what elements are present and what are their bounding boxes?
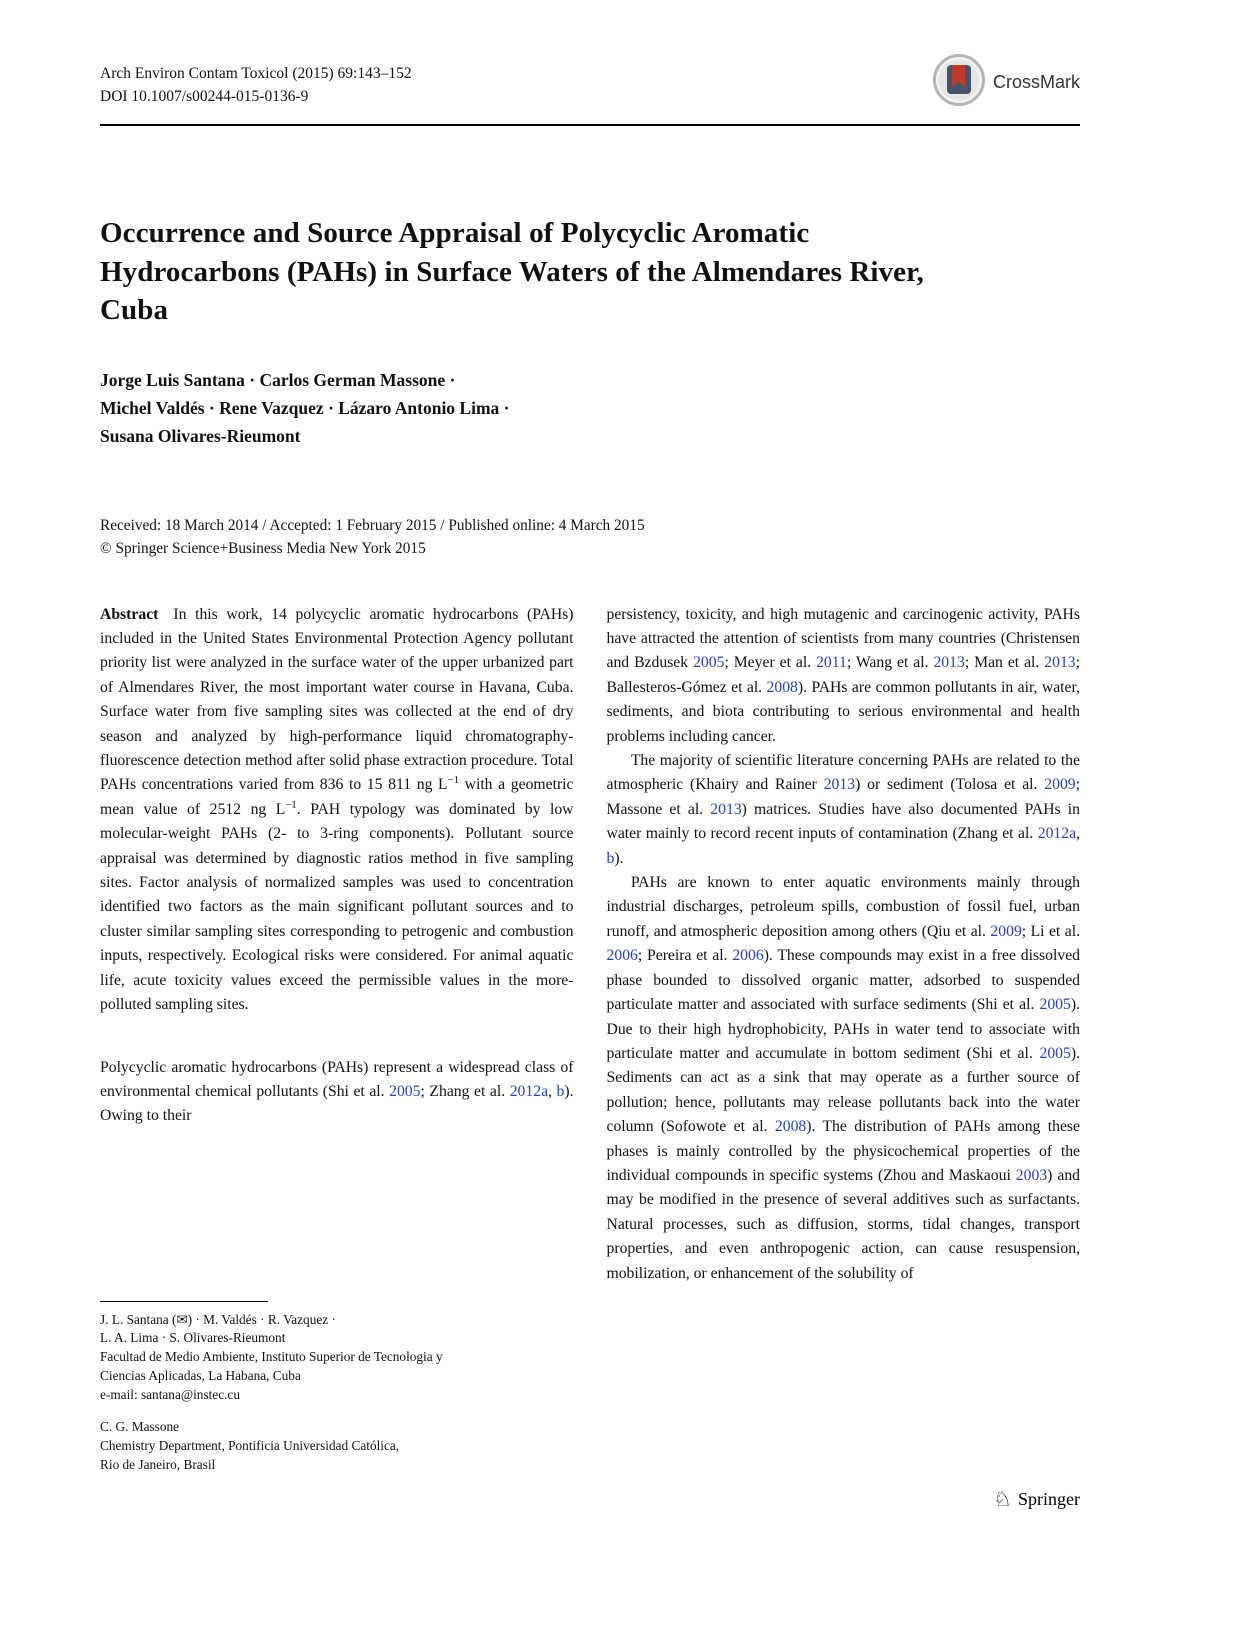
springer-logo [993, 1489, 1080, 1510]
abstract-label: Abstract [100, 605, 159, 623]
citation-link[interactable]: 2012a [1037, 825, 1077, 843]
citation-link[interactable]: 2013 [710, 800, 742, 818]
left-paragraphs [100, 603, 574, 1129]
publisher-name: Springer [1018, 1489, 1080, 1509]
citation-link[interactable]: 2005 [389, 1082, 421, 1100]
citation-link[interactable]: b [606, 849, 615, 867]
footnote-divider [100, 1301, 268, 1302]
citation-link[interactable]: 2013 [823, 776, 856, 794]
copyright-line: © Springer Science+Business Media New York 2015 [100, 539, 426, 557]
abstract-paragraph: Abstract In this work, 14 polycyclic aromatic hydrocarbons (PAHs) included in the United States Environmental Protection Agency pollutant priority list were analyzed in the surface water of the upper urbanized part of Almendares River, the most important water course in Havana, Cuba. Surface water from five sampling sites was collected at the end of dry season and analyzed by high-performance liquid chromatography-fluorescence detection method after solid phase extraction procedure. Total PAHs concentrations varied from 836 to 15 811 ng $L^{-1}$ with a geometric mean value of 2512 ng $L^{-1}$. PAH typology was dominated by low molecular-weight PAHs (2- to 3-ring components). Pollutant source appraisal was determined by diagnostic ratios method in five sampling sites. Factor analysis of normalized samples was used to concentration identified two factors as the main significant pollutant sources and to cluster similar sampling sites corresponding to petrogenic and combustion inputs, respectively. Ecological risks were considered. For animal aquatic life, acute toxicity values exceed the permissible values in the more-polluted sampling sites. [100, 605, 574, 1014]
citation-link[interactable]: 2005 [1039, 1044, 1071, 1062]
author-footnote [100, 1301, 574, 1475]
superscript: −1 [285, 798, 297, 811]
doi: DOI 10.1007/s00244-015-0136-9 [100, 88, 309, 106]
body-paragraph: The majority of scientific literature concerning PAHs are related to the atmospheric (Khairy and Rainer 2013) or sediment (Tolosa et al. 2009; Massone et al. 2013) matrices. Studies have also documented PAHs in water mainly to record recent inputs of contamination (Zhang et al. 2012a, b). [606, 752, 1081, 867]
citation-link[interactable]: 2008 [766, 678, 798, 696]
citation-link[interactable]: 2009 [990, 922, 1022, 940]
body-paragraph: PAHs are known to enter aquatic environments mainly through industrial discharges, petroleum spills, combustion of fossil fuel, urban runoff, and atmospheric deposition among others (Qiu et al. 2009; Li et al. 2006; Pereira et al. 2006). These compounds may exist in a free dissolved phase bounded to dissolved organic matter, adsorbed to suspended particulate matter and associated with surface sediments (Shi et al. 2005). Due to their high hydrophobicity, PAHs in water tend to associate with particulate matter and accumulate in bottom sediment (Shi et al. 2005). Sediments can act as a sink that may operate as a further source of pollution; hence, pollutants may release pollutants back into the water column (Sofowote et al. 2008). The distribution of PAHs among these phases is mainly controlled by the physicochemical properties of the individual compounds in specific systems (Zhou and Maskaoui 2003) and may be modified in the presence of several additives such as surfactants. Natural processes, such as diffusion, storms, tidal changes, transport properties, and even anthropogenic action, can cause resuspension, mobilization, or enhancement of the solubility of [606, 874, 1081, 1282]
body-paragraph: persistency, toxicity, and high mutagenic and carcinogenic activity, PAHs have attracted the attention of scientists from many countries (Christensen and Bzdusek 2005; Meyer et al. 2011; Wang et al. 2013; Man et al. 2013; Ballesteros-Gómez et al. 2008). PAHs are common pollutants in air, water, sediments, and biota contributing to serious environmental and health problems including cancer. [606, 605, 1081, 745]
body-paragraph: Polycyclic aromatic hydrocarbons (PAHs) represent a widespread class of environmental chemical pollutants (Shi et al. 2005; Zhang et al. 2012a, b). Owing to their [100, 1058, 574, 1125]
left-column [100, 603, 574, 1475]
citation-link[interactable]: 2013 [933, 654, 965, 672]
header-citation-block [100, 62, 412, 109]
journal-reference: Arch Environ Contam Toxicol (2015) 69:143–152 [100, 65, 412, 82]
crossmark-icon [933, 54, 985, 111]
superscript: −1 [447, 774, 459, 787]
right-column [607, 603, 1081, 1475]
page-footer [993, 1489, 1080, 1510]
crossmark-label: CrossMark [992, 72, 1080, 92]
citation-link[interactable]: b [556, 1082, 565, 1100]
citation-link[interactable]: 2009 [1044, 776, 1076, 794]
citation-link[interactable]: 2006 [606, 947, 638, 965]
citation-link[interactable]: 2005 [693, 654, 725, 672]
crossmark-badge[interactable] [933, 54, 1080, 111]
received-accepted-line: Received: 18 March 2014 / Accepted: 1 February 2015 / Published online: 4 March 2015 [100, 516, 645, 534]
footnote-affiliation-2: C. G. Massone Chemistry Department, Pontificia Universidad Católica, Rio de Janeiro, Brasil [100, 1418, 400, 1472]
body-columns [100, 603, 1080, 1475]
article-title: Occurrence and Source Appraisal of Polycyclic Aromatic Hydrocarbons (PAHs) in Surface Waters of the Almendares River, Cuba [100, 217, 924, 327]
article-history [100, 515, 1080, 561]
citation-link[interactable]: 2013 [1044, 654, 1076, 672]
footnote-affiliation-1: J. L. Santana (✉) · M. Valdés · R. Vazquez · L. A. Lima · S. Olivares-Rieumont Facultad de Medio Ambiente, Instituto Superior de Tecnologia y Ciencias Aplicadas, La Habana, Cuba e-mail: santana@instec.cu [100, 1311, 443, 1403]
page-header [100, 62, 1080, 111]
citation-link[interactable]: 2005 [1039, 996, 1071, 1014]
citation-link[interactable]: 2006 [732, 947, 764, 965]
springer-horse-icon: ♘ [993, 1487, 1012, 1511]
header-divider [100, 124, 1080, 126]
citation-link[interactable]: 2003 [1015, 1166, 1048, 1184]
authors-list: Jorge Luis Santana · Carlos German Massone · Michel Valdés · Rene Vazquez · Lázaro Antonio Lima · Susana Olivares-Rieumont [100, 369, 510, 447]
citation-link[interactable]: 2012a [509, 1082, 549, 1100]
right-paragraphs [607, 603, 1081, 1286]
citation-link[interactable]: 2008 [774, 1118, 807, 1136]
citation-link[interactable]: 2011 [816, 654, 847, 672]
